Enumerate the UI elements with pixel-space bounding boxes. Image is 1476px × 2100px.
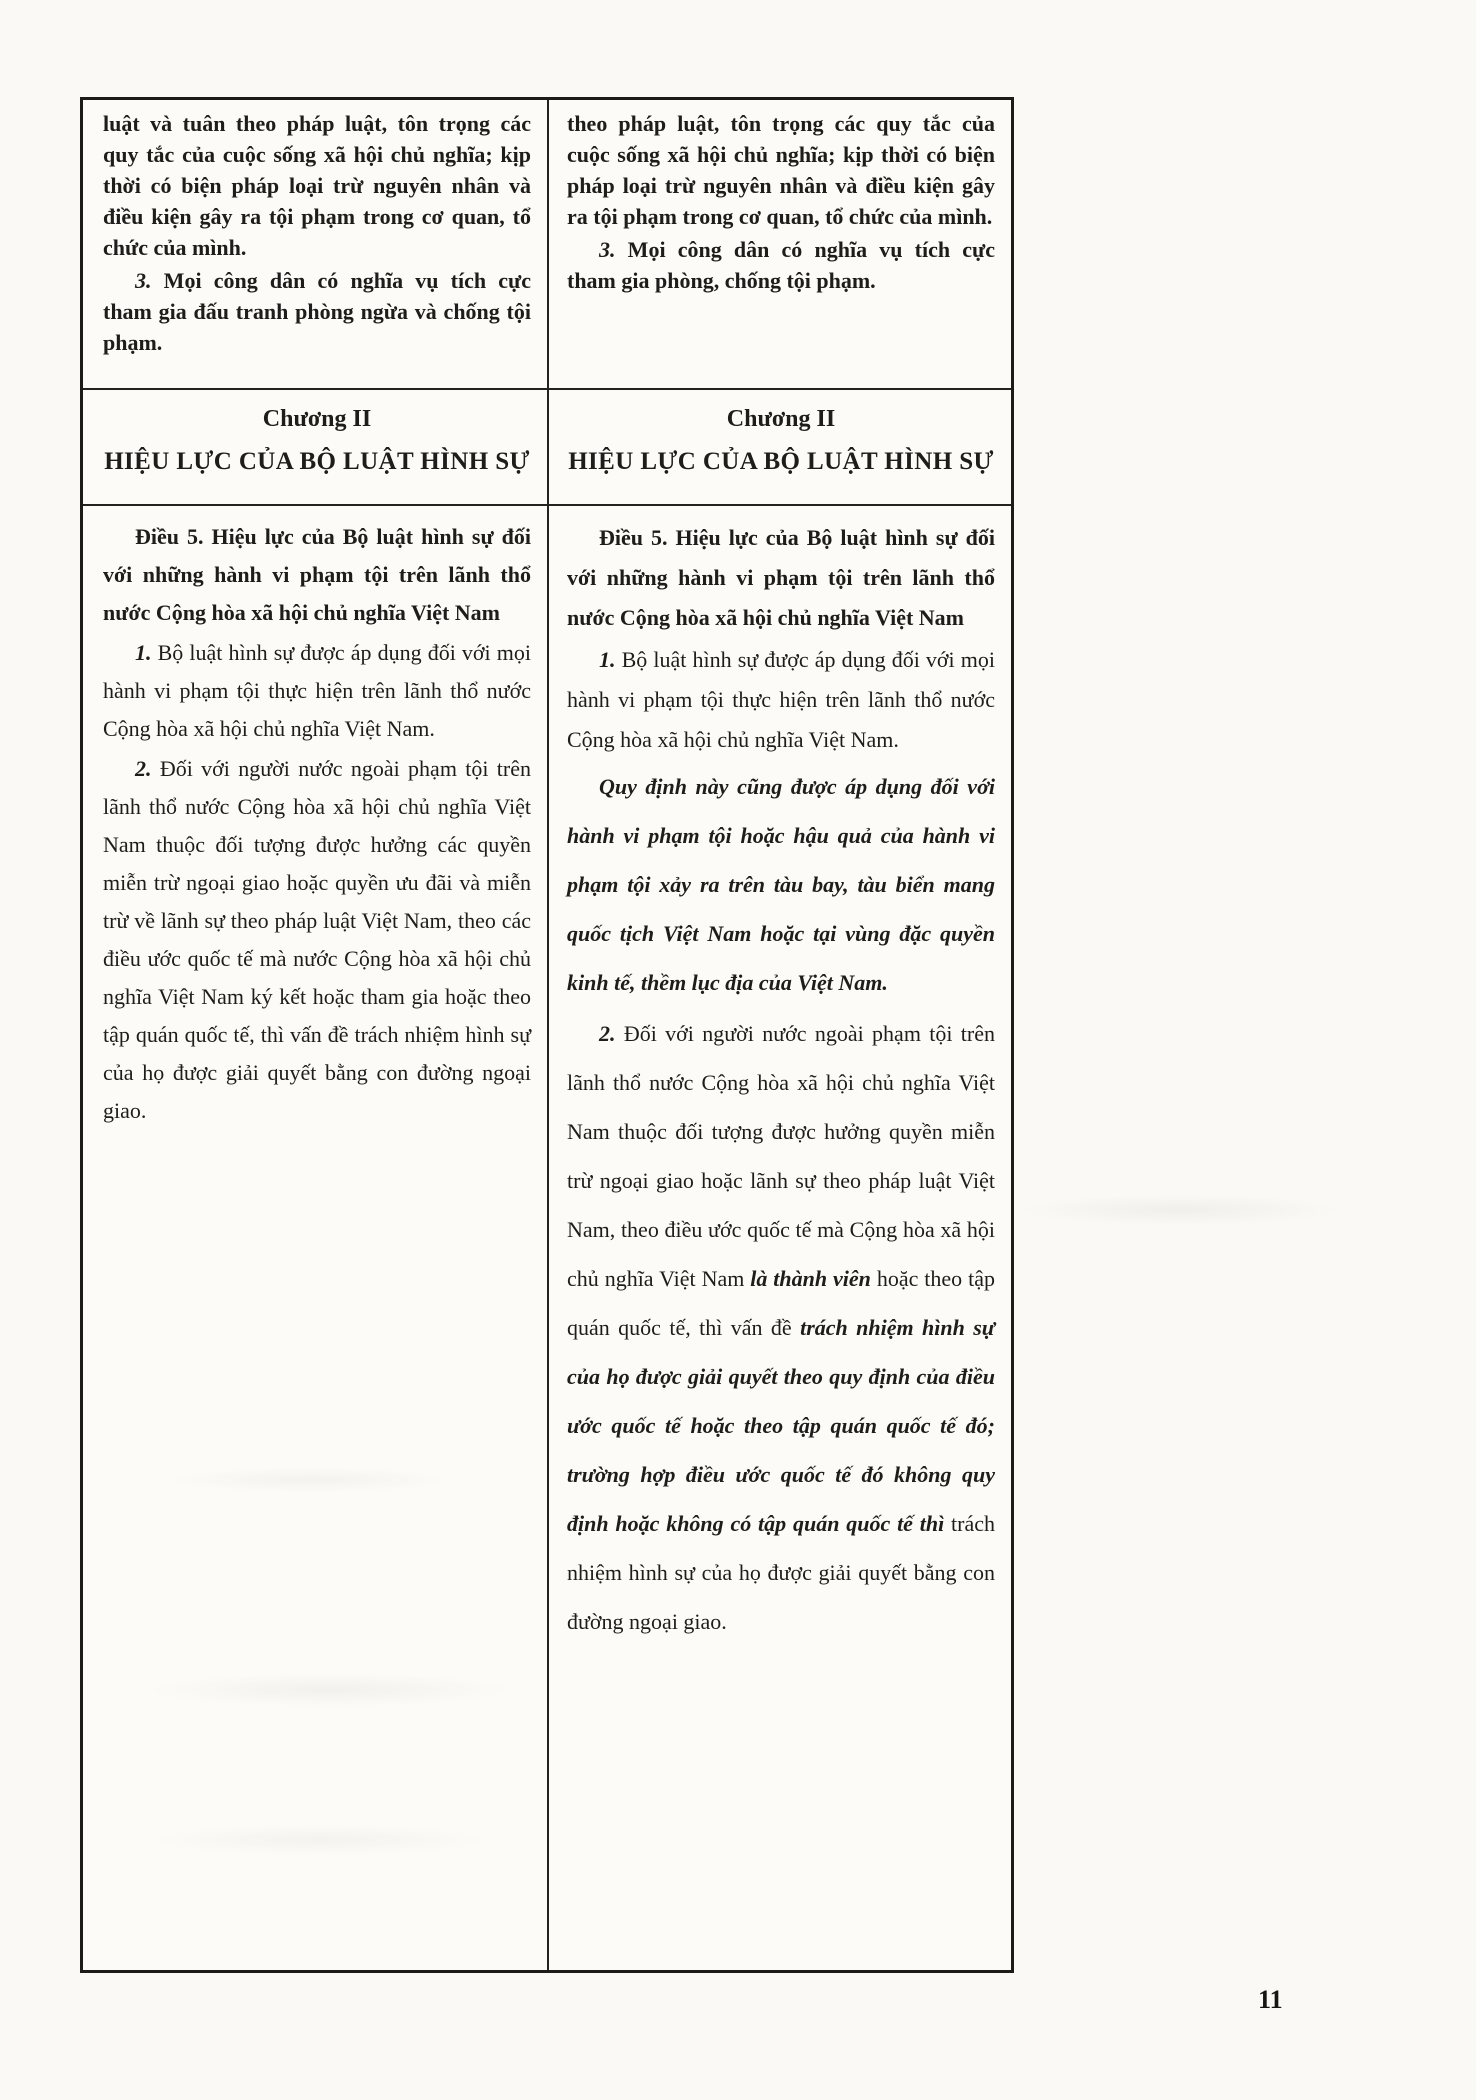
text-run: 2.: [135, 756, 152, 781]
text-run: Đối với người nước ngoài phạm tội trên lãnh thổ nước Cộng hòa xã hội chủ nghĩa Việt Nam thuộc đối tượng được hưởng các quyền miễn trừ ngoại giao hoặc quyền ưu đãi và miễn trừ về lãnh sự theo pháp luật Việt Nam, theo các điều ước quốc tế mà nước Cộng hòa xã hội chủ nghĩa Việt Nam ký kết hoặc tham gia hoặc theo tập quán quốc tế, thì vấn đề trách nhiệm hình sự của họ được giải quyết bằng con đường ngoại giao.: [103, 756, 531, 1123]
paragraph: [567, 518, 995, 638]
text-run: Mọi công dân có nghĩa vụ tích cực tham gia đấu tranh phòng ngừa và chống tội phạm.: [103, 268, 531, 355]
paragraph: [103, 750, 531, 1130]
text-run: trách nhiệm hình sự của họ được giải quyết bằng con đường ngoại giao.: [567, 1511, 995, 1634]
text-run: 3.: [135, 268, 152, 293]
paragraph: [567, 762, 995, 1007]
law-comparison-table: [80, 97, 1014, 1973]
article-body-left-column: [83, 506, 547, 1970]
text-run: Điều 5.: [135, 524, 212, 549]
intro-left-column: [83, 100, 547, 388]
paragraph: [567, 108, 995, 232]
text-run: 2.: [599, 1021, 616, 1046]
chapter-title: HIỆU LỰC CỦA BỘ LUẬT HÌNH SỰ: [104, 448, 530, 475]
text-run: Bộ luật hình sự được áp dụng đối với mọi hành vi phạm tội thực hiện trên lãnh thổ nước Cộng hòa xã hội chủ nghĩa Việt Nam.: [567, 647, 995, 752]
text-run: 1.: [135, 640, 152, 665]
text-run: hoặc theo tập quán quốc tế, thì vấn đề: [567, 1266, 995, 1340]
paragraph: [567, 640, 995, 760]
chapter-title: HIỆU LỰC CỦA BỘ LUẬT HÌNH SỰ: [568, 448, 994, 475]
text-run: 3.: [599, 237, 616, 262]
article-body-right-column: [547, 506, 1011, 1970]
text-run: 1.: [599, 647, 616, 672]
text-run: Hiệu lực của Bộ luật hình sự đối với những hành vi phạm tội trên lãnh thổ nước Cộng hòa xã hội chủ nghĩa Việt Nam: [567, 525, 995, 630]
text-run: trách nhiệm hình sự của họ được giải quyết theo quy định của điều ước quốc tế hoặc theo tập quán quốc tế đó; trường hợp điều ước quốc tế đó không quy định hoặc không có tập quán quốc tế thì: [567, 1315, 995, 1536]
intro-right-column: [547, 100, 1011, 388]
text-run: theo pháp luật, tôn trọng các quy tắc của cuộc sống xã hội chủ nghĩa; kịp thời có biện pháp loại trừ nguyên nhân và điều kiện gây ra tội phạm trong cơ quan, tổ chức của mình.: [567, 111, 995, 229]
text-run: là thành viên: [750, 1266, 871, 1291]
paragraph: [103, 518, 531, 632]
text-run: Điều 5.: [599, 525, 676, 550]
chapter-heading-row: [83, 390, 1011, 506]
text-run: Đối với người nước ngoài phạm tội trên lãnh thổ nước Cộng hòa xã hội chủ nghĩa Việt Nam thuộc đối tượng được hưởng quyền miễn trừ ngoại giao hoặc lãnh sự theo pháp luật Việt Nam, theo điều ước quốc tế mà Cộng hòa xã hội chủ nghĩa Việt Nam: [567, 1021, 995, 1291]
paragraph: [567, 1009, 995, 1646]
intro-row: [83, 100, 1011, 390]
paragraph: [103, 634, 531, 748]
page-number: 11: [1258, 1985, 1283, 2014]
text-run: Bộ luật hình sự được áp dụng đối với mọi hành vi phạm tội thực hiện trên lãnh thổ nước Cộng hòa xã hội chủ nghĩa Việt Nam.: [103, 640, 531, 741]
article-body-row: [83, 506, 1011, 1970]
text-run: Quy định này cũng được áp dụng đối với hành vi phạm tội hoặc hậu quả của hành vi phạm tội xảy ra trên tàu bay, tàu biển mang quốc tịch Việt Nam hoặc tại vùng đặc quyền kinh tế, thềm lục địa của Việt Nam.: [567, 774, 995, 995]
paragraph: [103, 265, 531, 358]
chapter-heading-right: [547, 390, 1011, 504]
text-run: Hiệu lực của Bộ luật hình sự đối với những hành vi phạm tội trên lãnh thổ nước Cộng hòa xã hội chủ nghĩa Việt Nam: [103, 524, 531, 625]
text-run: Mọi công dân có nghĩa vụ tích cực tham gia phòng, chống tội phạm.: [567, 237, 995, 293]
paragraph: [567, 234, 995, 296]
chapter-number: Chương II: [262, 406, 372, 432]
chapter-number: Chương II: [726, 406, 836, 432]
text-run: luật và tuân theo pháp luật, tôn trọng các quy tắc của cuộc sống xã hội chủ nghĩa; kịp thời có biện pháp loại trừ nguyên nhân và điều kiện gây ra tội phạm trong cơ quan, tổ chức của mình.: [103, 111, 531, 260]
paragraph: [103, 108, 531, 263]
chapter-heading-left: [83, 390, 547, 504]
